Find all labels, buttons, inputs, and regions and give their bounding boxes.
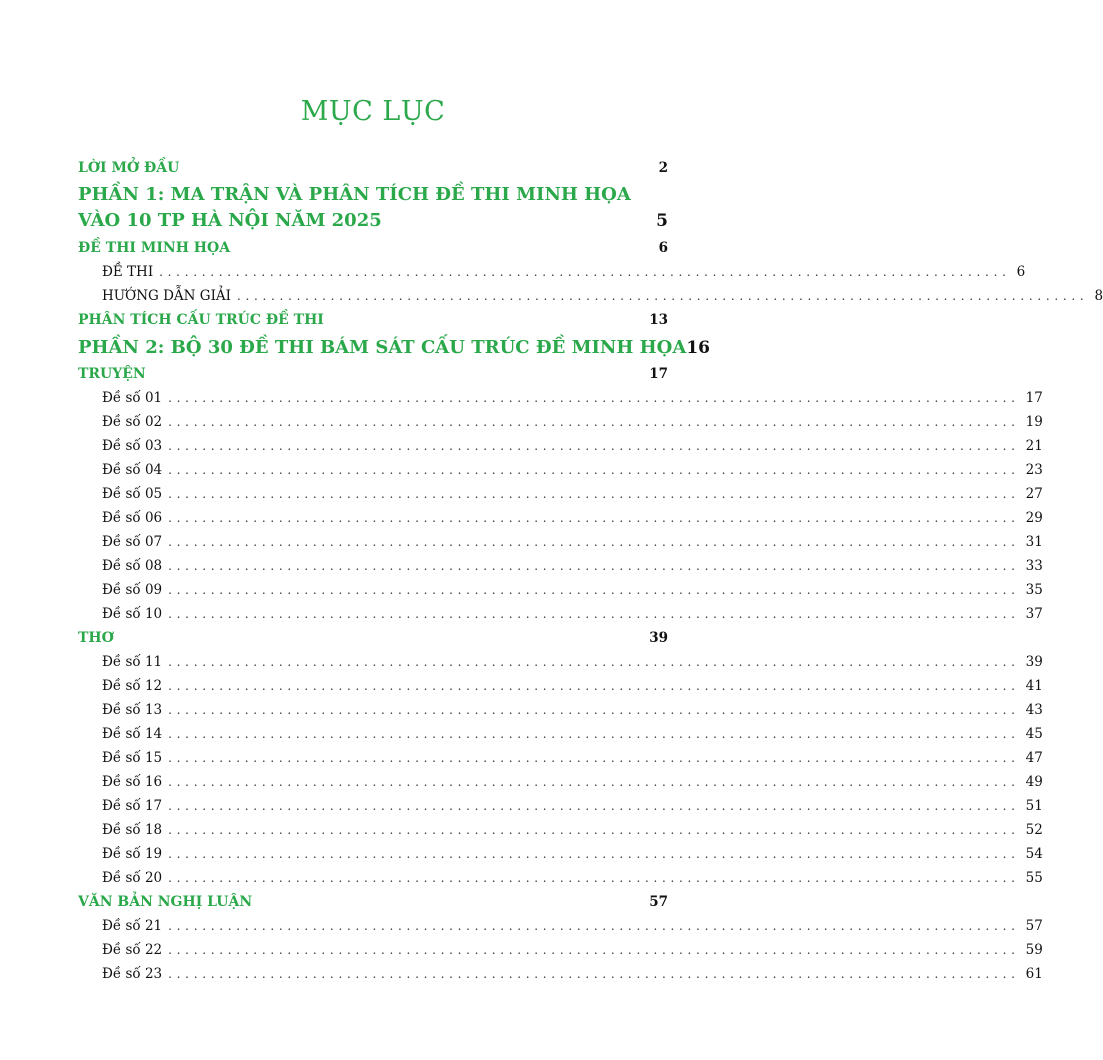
dot-leader: ....................................................................................................: [168, 775, 1020, 789]
toc-page-number: 5: [656, 211, 668, 231]
toc-entry-phan-tich[interactable]: [78, 308, 668, 332]
toc-entry-de-22[interactable]: [78, 938, 1043, 962]
toc-entry-de-11[interactable]: [78, 650, 1043, 674]
toc-entry-label: Đề số 16: [102, 774, 163, 790]
toc-page-number: 57: [1025, 918, 1043, 934]
dot-leader: ....................................................................................................: [168, 919, 1020, 933]
toc-entry-label: Đề số 09: [102, 582, 163, 598]
toc-page-number: 45: [1025, 726, 1043, 742]
dot-leader: ....................................................................................................: [168, 559, 1020, 573]
toc-entry-de-08[interactable]: [78, 554, 1043, 578]
toc-entry-label: Đề số 04: [102, 462, 163, 478]
toc-entry-tho[interactable]: [78, 626, 668, 650]
toc-page-number: 51: [1025, 798, 1043, 814]
toc-page-number: 2: [658, 160, 668, 176]
dot-leader: ....................................................................................................: [168, 415, 1020, 429]
toc-entry-label: PHẦN 1: MA TRẬN VÀ PHÂN TÍCH ĐỀ THI MINH HỌA VÀO 10 TP HÀ NỘI NĂM 2025: [78, 184, 631, 231]
toc-page-number: 16: [686, 338, 710, 358]
toc-entry-de-thi-minh-hoa[interactable]: [78, 236, 668, 260]
toc-page-number: 17: [649, 366, 668, 382]
dot-leader: ....................................................................................................: [168, 487, 1020, 501]
dot-leader: ....................................................................................................: [168, 391, 1020, 405]
toc-entry-label: HƯỚNG DẪN GIẢI: [102, 288, 231, 304]
toc-page-number: 52: [1025, 822, 1043, 838]
toc-entry-de-04[interactable]: [78, 458, 1043, 482]
toc-entry-de-18[interactable]: [78, 818, 1043, 842]
toc-entry-label: ĐỀ THI: [102, 264, 154, 280]
toc-page-number: 35: [1025, 582, 1043, 598]
toc-entry-label: PHÂN TÍCH CẤU TRÚC ĐỀ THI: [78, 312, 324, 328]
toc-entry-de-17[interactable]: [78, 794, 1043, 818]
toc-entry-label: Đề số 12: [102, 678, 163, 694]
toc-entry-label: Đề số 13: [102, 702, 163, 718]
toc-entry-label: LỜI MỞ ĐẦU: [78, 160, 180, 176]
dot-leader: ....................................................................................................: [236, 289, 1089, 303]
toc-entry-de-10[interactable]: [78, 602, 1043, 626]
dot-leader: ....................................................................................................: [168, 607, 1020, 621]
toc-entry-de-20[interactable]: [78, 866, 1043, 890]
toc-entry-de-15[interactable]: [78, 746, 1043, 770]
dot-leader: ....................................................................................................: [168, 511, 1020, 525]
toc-entry-de-02[interactable]: [78, 410, 1043, 434]
dot-leader: ....................................................................................................: [168, 847, 1020, 861]
toc-entry-de-07[interactable]: [78, 530, 1043, 554]
dot-leader: ....................................................................................................: [168, 799, 1020, 813]
toc-entry-phan-1[interactable]: [78, 182, 668, 234]
toc-entry-label: Đề số 05: [102, 486, 163, 502]
toc-page-number: 55: [1025, 870, 1043, 886]
toc-entry-label: Đề số 11: [102, 654, 163, 670]
toc-entry-de-16[interactable]: [78, 770, 1043, 794]
toc-entry-label: TRUYỆN: [78, 366, 146, 382]
dot-leader: ....................................................................................................: [168, 967, 1020, 981]
dot-leader: ....................................................................................................: [168, 463, 1020, 477]
page-title: MỤC LỤC: [300, 96, 446, 127]
toc-page-number: 31: [1025, 534, 1043, 550]
toc-entry-de-14[interactable]: [78, 722, 1043, 746]
toc-page-number: 23: [1025, 462, 1043, 478]
toc-entry-de-06[interactable]: [78, 506, 1043, 530]
table-of-contents: [78, 156, 1103, 986]
toc-entry-label: Đề số 10: [102, 606, 163, 622]
toc-page-number: 57: [649, 894, 668, 910]
toc-page-number: 39: [649, 630, 668, 646]
toc-page-number: 13: [649, 312, 668, 328]
dot-leader: ....................................................................................................: [168, 943, 1020, 957]
toc-entry-truyen[interactable]: [78, 362, 668, 386]
toc-page-number: 33: [1025, 558, 1043, 574]
toc-entry-label: Đề số 19: [102, 846, 163, 862]
toc-page-number: 47: [1025, 750, 1043, 766]
toc-page-number: 61: [1025, 966, 1043, 982]
dot-leader: ....................................................................................................: [168, 727, 1020, 741]
toc-entry-van-ban-nghi-luan[interactable]: [78, 890, 668, 914]
dot-leader: ....................................................................................................: [168, 535, 1020, 549]
toc-entry-de-03[interactable]: [78, 434, 1043, 458]
toc-entry-label: Đề số 14: [102, 726, 163, 742]
toc-page-number: 54: [1025, 846, 1043, 862]
toc-page-number: 17: [1025, 390, 1043, 406]
toc-page-number: 43: [1025, 702, 1043, 718]
toc-entry-label: Đề số 22: [102, 942, 163, 958]
dot-leader: ....................................................................................................: [168, 751, 1020, 765]
toc-entry-label: Đề số 02: [102, 414, 163, 430]
toc-entry-label: Đề số 07: [102, 534, 163, 550]
dot-leader: ....................................................................................................: [168, 679, 1020, 693]
toc-entry-label: Đề số 20: [102, 870, 163, 886]
toc-entry-label: PHẦN 2: BỘ 30 ĐỀ THI BÁM SÁT CẤU TRÚC ĐỀ MINH HỌA: [78, 337, 687, 358]
toc-entry-de-19[interactable]: [78, 842, 1043, 866]
toc-entry-label: Đề số 15: [102, 750, 163, 766]
toc-page-number: 37: [1025, 606, 1043, 622]
toc-entry-label: VĂN BẢN NGHỊ LUẬN: [78, 894, 253, 910]
toc-entry-de-21[interactable]: [78, 914, 1043, 938]
dot-leader: ....................................................................................................: [168, 703, 1020, 717]
toc-entry-label: Đề số 06: [102, 510, 163, 526]
toc-entry-label: Đề số 23: [102, 966, 163, 982]
toc-entry-de-thi[interactable]: [78, 260, 1026, 284]
dot-leader: ....................................................................................................: [159, 265, 1011, 279]
toc-entry-label: Đề số 17: [102, 798, 163, 814]
toc-page-number: 6: [658, 240, 668, 256]
dot-leader: ....................................................................................................: [168, 823, 1020, 837]
toc-entry-label: ĐỀ THI MINH HỌA: [78, 240, 231, 256]
toc-entry-de-01[interactable]: [78, 386, 1043, 410]
toc-page-number: 49: [1025, 774, 1043, 790]
dot-leader: ....................................................................................................: [168, 439, 1020, 453]
toc-entry-de-13[interactable]: [78, 698, 1043, 722]
toc-entry-loi-mo-dau[interactable]: [78, 156, 668, 180]
toc-entry-de-09[interactable]: [78, 578, 1043, 602]
toc-page-number: 8: [1094, 288, 1103, 304]
toc-page-number: 59: [1025, 942, 1043, 958]
toc-page-number: 6: [1016, 264, 1026, 280]
toc-page-number: 27: [1025, 486, 1043, 502]
toc-page-number: 21: [1025, 438, 1043, 454]
toc-page-number: 29: [1025, 510, 1043, 526]
dot-leader: ....................................................................................................: [168, 583, 1020, 597]
toc-entry-de-23[interactable]: [78, 962, 1043, 986]
toc-entry-de-05[interactable]: [78, 482, 1043, 506]
toc-entry-label: Đề số 08: [102, 558, 163, 574]
dot-leader: ....................................................................................................: [168, 871, 1020, 885]
toc-entry-huong-dan-giai[interactable]: [78, 284, 1103, 308]
toc-page-number: 19: [1025, 414, 1043, 430]
toc-entry-phan-2[interactable]: [78, 334, 710, 362]
toc-entry-label: Đề số 21: [102, 918, 163, 934]
toc-entry-de-12[interactable]: [78, 674, 1043, 698]
toc-entry-label: Đề số 01: [102, 390, 163, 406]
toc-entry-label: Đề số 18: [102, 822, 163, 838]
toc-page-number: 41: [1025, 678, 1043, 694]
toc-entry-label: THƠ: [78, 630, 114, 646]
toc-page-number: 39: [1025, 654, 1043, 670]
dot-leader: ....................................................................................................: [168, 655, 1020, 669]
toc-entry-label: Đề số 03: [102, 438, 163, 454]
